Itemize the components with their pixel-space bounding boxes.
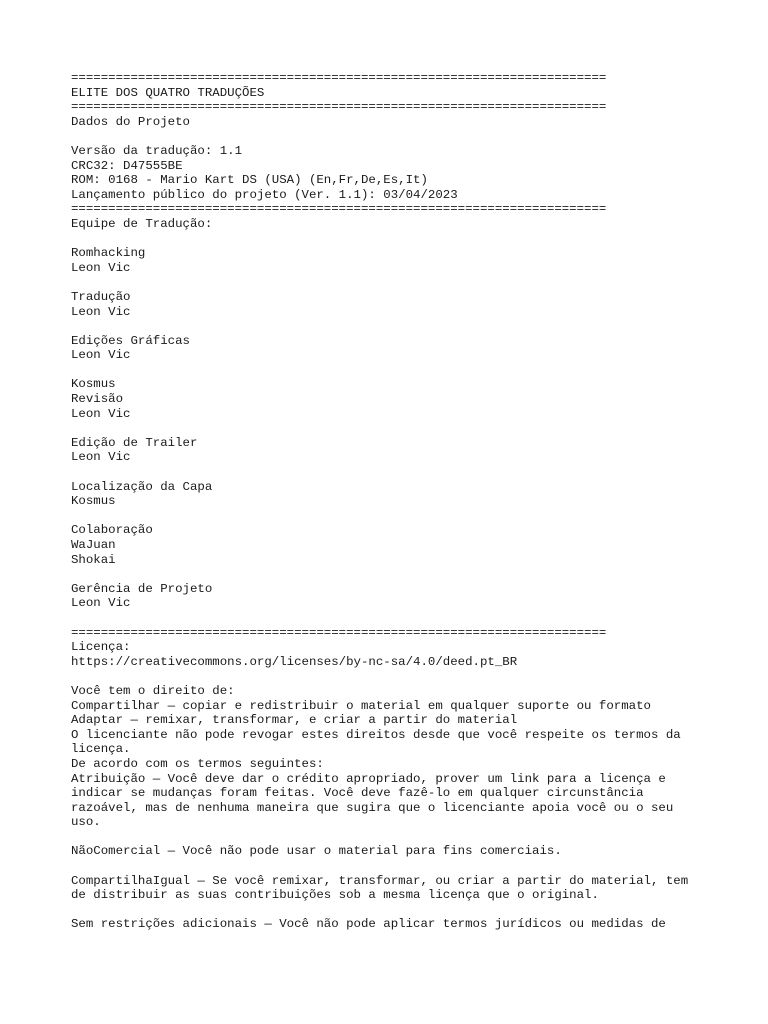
team-role: Romhacking (71, 246, 146, 261)
license-heading: Licença: (71, 640, 131, 655)
team-member: Leon Vic (71, 406, 131, 421)
team-role: Gerência de Projeto (71, 581, 213, 596)
team-role: Localização da Capa (71, 479, 213, 494)
team-role: Edições Gráficas (71, 333, 190, 348)
team-member: Leon Vic (71, 450, 131, 465)
noncommercial-line: NãoComercial — Você não pode usar o material para fins comerciais. (71, 844, 562, 859)
team-member: Revisão (71, 392, 124, 407)
team-member: Leon Vic (71, 304, 131, 319)
attribution-line: indicar se mudanças foram feitas. Você deve fazê-lo em qualquer circunstância (71, 786, 644, 801)
blank-line (71, 129, 731, 144)
rights-heading: Você tem o direito de: (71, 683, 235, 698)
attribution-line: razoável, mas de nenhuma maneira que sugira que o licenciante apoia você ou o seu (71, 800, 674, 815)
team-role: Kosmus (71, 377, 116, 392)
release-line: Lançamento público do projeto (Ver. 1.1): 03/04/2023 (71, 187, 458, 202)
crc-line: CRC32: D47555BE (71, 158, 183, 173)
rom-line: ROM: 0168 - Mario Kart DS (USA) (En,Fr,De,Es,It) (71, 173, 428, 188)
team-member: WaJuan (71, 538, 116, 552)
license-url: https://creativecommons.org/licenses/by-nc-sa/4.0/deed.pt_BR (71, 654, 518, 669)
version-line: Versão da tradução: 1.1 (71, 143, 243, 158)
irrevocable-line: licença. (71, 742, 131, 757)
attribution-line: uso. (71, 815, 101, 830)
blank-line (71, 319, 731, 334)
irrevocable-line: O licenciante não pode revogar estes direitos desde que você respeite os termos da (71, 727, 681, 742)
team-member: Leon Vic (71, 348, 131, 363)
team-heading: Equipe de Tradução: (71, 216, 213, 231)
team-member: Leon Vic (71, 260, 131, 275)
team-role: Colaboração (71, 523, 153, 538)
document-title: ELITE DOS QUATRO TRADUÇÕES (71, 85, 265, 100)
team-member: Leon Vic (71, 596, 131, 611)
blank-line (71, 363, 731, 378)
attribution-line: Atribuição — Você deve dar o crédito apropriado, prover um link para a licença e (71, 771, 666, 786)
blank-line (71, 903, 731, 918)
team-role: Tradução (71, 289, 131, 304)
blank-line (71, 421, 731, 436)
no-restrictions-line: Sem restrições adicionais — Você não pode aplicar termos jurídicos ou medidas de (71, 917, 666, 932)
sharealike-line: CompartilhaIgual — Se você remixar, transformar, ou criar a partir do material, tem (71, 873, 689, 888)
separator-rule: ======================================================================== (71, 100, 607, 115)
blank-line (71, 232, 731, 247)
separator-rule: ======================================================================== (71, 202, 607, 217)
team-member: Shokai (71, 552, 116, 567)
separator-rule: ======================================================================== (71, 71, 607, 85)
document-body (71, 71, 731, 932)
adapt-line: Adaptar — remixar, transformar, e criar a partir do material (71, 713, 518, 728)
blank-line (71, 611, 731, 626)
terms-heading: De acordo com os termos seguintes: (71, 756, 324, 771)
blank-line (71, 567, 731, 582)
team-role: Edição de Trailer (71, 435, 198, 450)
blank-line (71, 275, 731, 290)
team-member: Kosmus (71, 494, 116, 509)
sharealike-line: de distribuir as suas contribuições sob a mesma licença que o original. (71, 888, 599, 903)
project-heading: Dados do Projeto (71, 114, 190, 129)
share-line: Compartilhar — copiar e redistribuir o material em qualquer suporte ou formato (71, 698, 651, 713)
blank-line (71, 830, 731, 845)
separator-rule: ======================================================================== (71, 625, 607, 640)
blank-line (71, 669, 731, 684)
blank-line (71, 859, 731, 874)
blank-line (71, 509, 731, 524)
blank-line (71, 465, 731, 480)
